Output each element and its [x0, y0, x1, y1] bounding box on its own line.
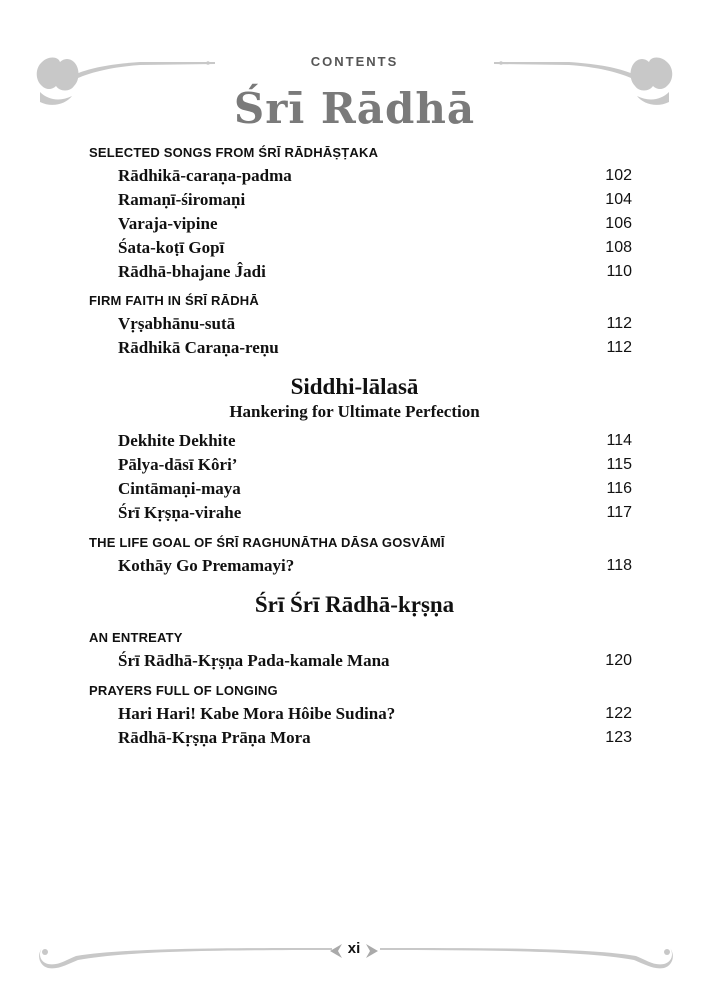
- toc-entry[interactable]: [118, 237, 632, 259]
- entry-page: 122: [605, 705, 632, 722]
- toc-entry[interactable]: [118, 727, 632, 749]
- entry-title: Rādhikā-caraṇa-padma: [118, 166, 292, 185]
- toc-entry[interactable]: [118, 478, 632, 500]
- entry-title: Hari Hari! Kabe Mora Hôibe Sudina?: [118, 704, 396, 723]
- section-heading: SELECTED SONGS FROM ŚRĪ RĀDHĀṢṬAKA: [89, 145, 379, 160]
- part-title: Śrī Rādhā: [233, 84, 476, 133]
- entry-title: Kothāy Go Premamayi?: [118, 556, 295, 575]
- entry-title: Rādhā-bhajane Ĵadi: [118, 262, 266, 281]
- bottom-left-flourish-icon: [36, 938, 332, 972]
- entry-page: 106: [605, 215, 632, 232]
- toc-entry[interactable]: [118, 430, 632, 452]
- toc-entry[interactable]: [118, 555, 632, 577]
- toc-entry[interactable]: [118, 337, 632, 359]
- entry-page: 112: [606, 339, 632, 356]
- entry-page: 110: [606, 263, 632, 280]
- entry-page: 123: [605, 729, 632, 746]
- toc-entry[interactable]: [118, 454, 632, 476]
- toc-entry[interactable]: [118, 213, 632, 235]
- toc-entry[interactable]: [118, 650, 632, 672]
- entry-title: Vṛṣabhānu-sutā: [118, 314, 236, 333]
- entry-page: 118: [606, 557, 632, 574]
- section-heading: PRAYERS FULL OF LONGING: [89, 683, 278, 698]
- entry-title: Cintāmaṇi-maya: [118, 479, 241, 498]
- entry-title: Rādhikā Caraṇa-reṇu: [118, 338, 279, 357]
- toc-entry[interactable]: [118, 261, 632, 283]
- section-heading: FIRM FAITH IN ŚRĪ RĀDHĀ: [89, 293, 259, 308]
- section-heading: AN ENTREATY: [89, 630, 183, 645]
- entry-page: 104: [605, 191, 632, 208]
- entry-title: Varaja-vipine: [118, 214, 218, 233]
- entry-title: Rādhā-Kṛṣṇa Prāṇa Mora: [118, 728, 311, 747]
- entry-title: Śrī Kṛṣṇa-virahe: [118, 503, 242, 522]
- entry-title: Pālya-dāsī Kôri’: [118, 455, 238, 474]
- entry-page: 108: [605, 239, 632, 256]
- entry-page: 117: [606, 504, 632, 521]
- bottom-right-flourish-icon: [380, 938, 676, 972]
- entry-page: 112: [606, 315, 632, 332]
- toc-entry[interactable]: [118, 502, 632, 524]
- section-heading: THE LIFE GOAL OF ŚRĪ RAGHUNĀTHA DĀSA GOSVĀMĪ: [89, 535, 445, 550]
- folio: xi: [347, 940, 361, 957]
- entry-title: Ramaṇī-śiromaṇi: [118, 190, 246, 209]
- entry-title: Dekhite Dekhite: [118, 431, 236, 450]
- running-head: CONTENTS: [310, 54, 399, 69]
- entry-page: 116: [606, 480, 632, 497]
- entry-page: 102: [605, 167, 632, 184]
- entry-title: Śrī Rādhā-Kṛṣṇa Pada-kamale Mana: [118, 651, 390, 670]
- entry-page: 120: [605, 652, 632, 669]
- toc-entry[interactable]: [118, 703, 632, 725]
- entry-page: 115: [606, 456, 632, 473]
- part-heading: Siddhi-lālasā: [290, 374, 419, 399]
- entry-page: 114: [606, 432, 632, 449]
- folio-right-arrow-icon: [366, 944, 378, 958]
- part-subheading: Hankering for Ultimate Perfection: [229, 402, 480, 421]
- entry-title: Śata-koṭī Gopī: [118, 238, 225, 257]
- toc-entry[interactable]: [118, 313, 632, 335]
- toc-entry[interactable]: [118, 165, 632, 187]
- toc-entry[interactable]: [118, 189, 632, 211]
- part-heading: Śrī Śrī Rādhā-kṛṣṇa: [254, 592, 455, 617]
